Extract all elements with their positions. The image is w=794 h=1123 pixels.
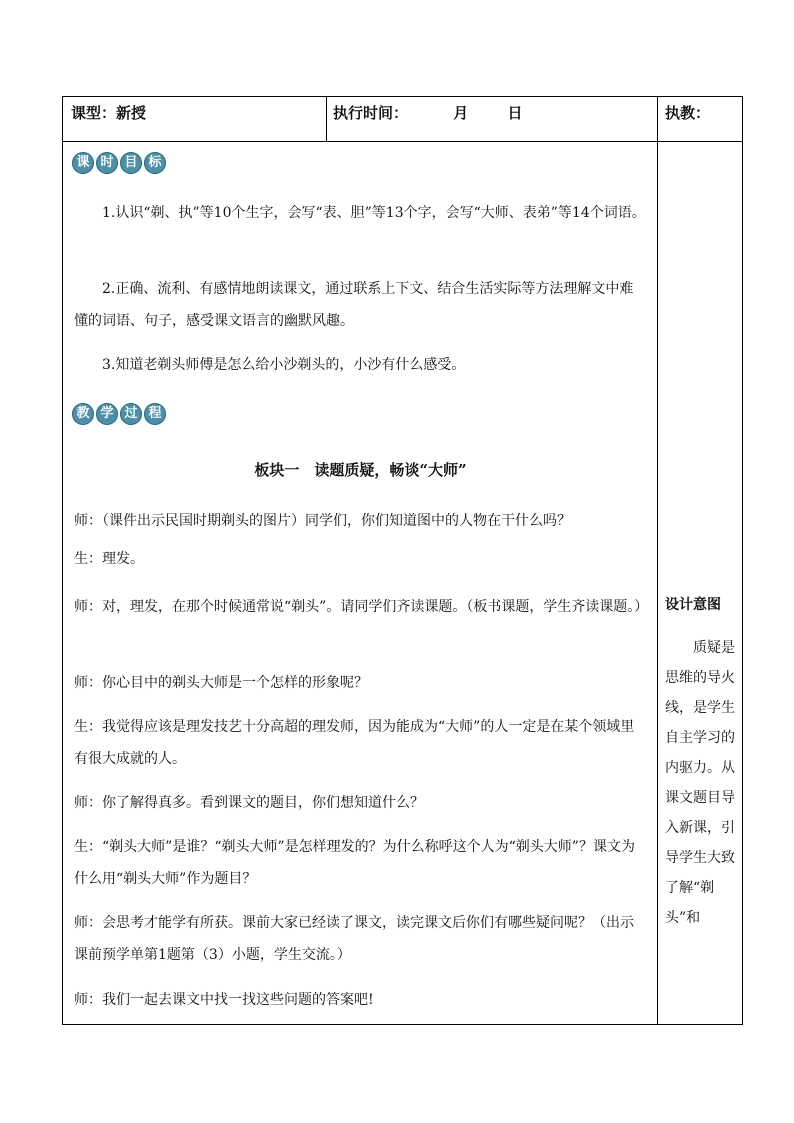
badge-char: 过: [120, 403, 142, 425]
block-title: 板块一 读题质疑，畅谈“大师”: [254, 461, 467, 479]
day-label: 日: [507, 104, 523, 122]
dialogue-line: 师：我们一起去课文中找一找这些问题的答案吧!: [74, 992, 374, 1008]
lesson-plan-table: [62, 96, 743, 1025]
badge-char: 课: [72, 152, 94, 174]
dialogue-line: 生：我觉得应该是理发技艺十分高超的理发师，因为能成为“大师”的人一定是在某个领域里有很大成就的人。: [74, 719, 635, 767]
design-intent-title: 设计意图: [665, 597, 721, 613]
objective-2: 2.正确、流利、有感情地朗读课文，通过联系上下文、结合生活实际等方法理解文中难懂的词语、句子，感受课文语言的幽默风趣。: [74, 281, 634, 329]
dialogue-line: 师：会思考才能学有所获。课前大家已经读了课文，读完课文后你们有哪些疑问呢？（出示课前预学单第1题第（3）小题，学生交流。）: [74, 915, 634, 963]
header-divider: [63, 141, 742, 142]
teacher-label: 执教：: [665, 104, 711, 122]
objective-3: 3.知道老剃头师傅是怎么给小沙剃头的，小沙有什么感受。: [102, 357, 466, 373]
dialogue-line: 师：对，理发，在那个时候通常说“剃头”。请同学们齐读课题。（板书课题，学生齐读课题。）: [74, 599, 649, 615]
dialogue-line: 师：你了解得真多。看到课文的题目，你们想知道什么？: [74, 795, 424, 811]
process-badge: [72, 403, 166, 425]
dialogue-line: 生：理发。: [74, 551, 144, 567]
dialogue-line: 生：“剃头大师”是谁？“剃头大师”是怎样理发的？为什么称呼这个人为“剃头大师”？课文为什么用“剃头大师”作为题目？: [74, 839, 635, 887]
dialogue-line: 师：你心目中的剃头大师是一个怎样的形象呢？: [74, 675, 368, 691]
teacher-cell: [665, 97, 735, 141]
sidebar-divider: [657, 97, 658, 1024]
month-label: 月: [453, 104, 469, 122]
lesson-type-cell: [71, 97, 321, 141]
badge-char: 学: [96, 403, 118, 425]
design-intent-text: 质疑是思维的导火线，是学生自主学习的内驱力。从课文题目导入新课，引导学生大致了解“剃头”和: [665, 640, 735, 926]
badge-char: 时: [96, 152, 118, 174]
exec-time-label: 执行时间：: [333, 104, 409, 122]
exec-time-cell: [333, 97, 653, 141]
lesson-type: 课型：新授: [71, 104, 147, 122]
objective-1: 1.认识“剃、执”等10个生字，会写“表、胆”等13个字，会写“大师、表弟”等14个词语。: [102, 205, 646, 221]
badge-char: 目: [120, 152, 142, 174]
objectives-badge: [72, 152, 166, 174]
badge-char: 标: [144, 152, 166, 174]
header-col-divider-1: [326, 97, 327, 141]
badge-char: 教: [72, 403, 94, 425]
dialogue-line: 师：（课件出示民国时期剃头的图片）同学们，你们知道图中的人物在干什么吗？: [74, 513, 571, 529]
badge-char: 程: [144, 403, 166, 425]
